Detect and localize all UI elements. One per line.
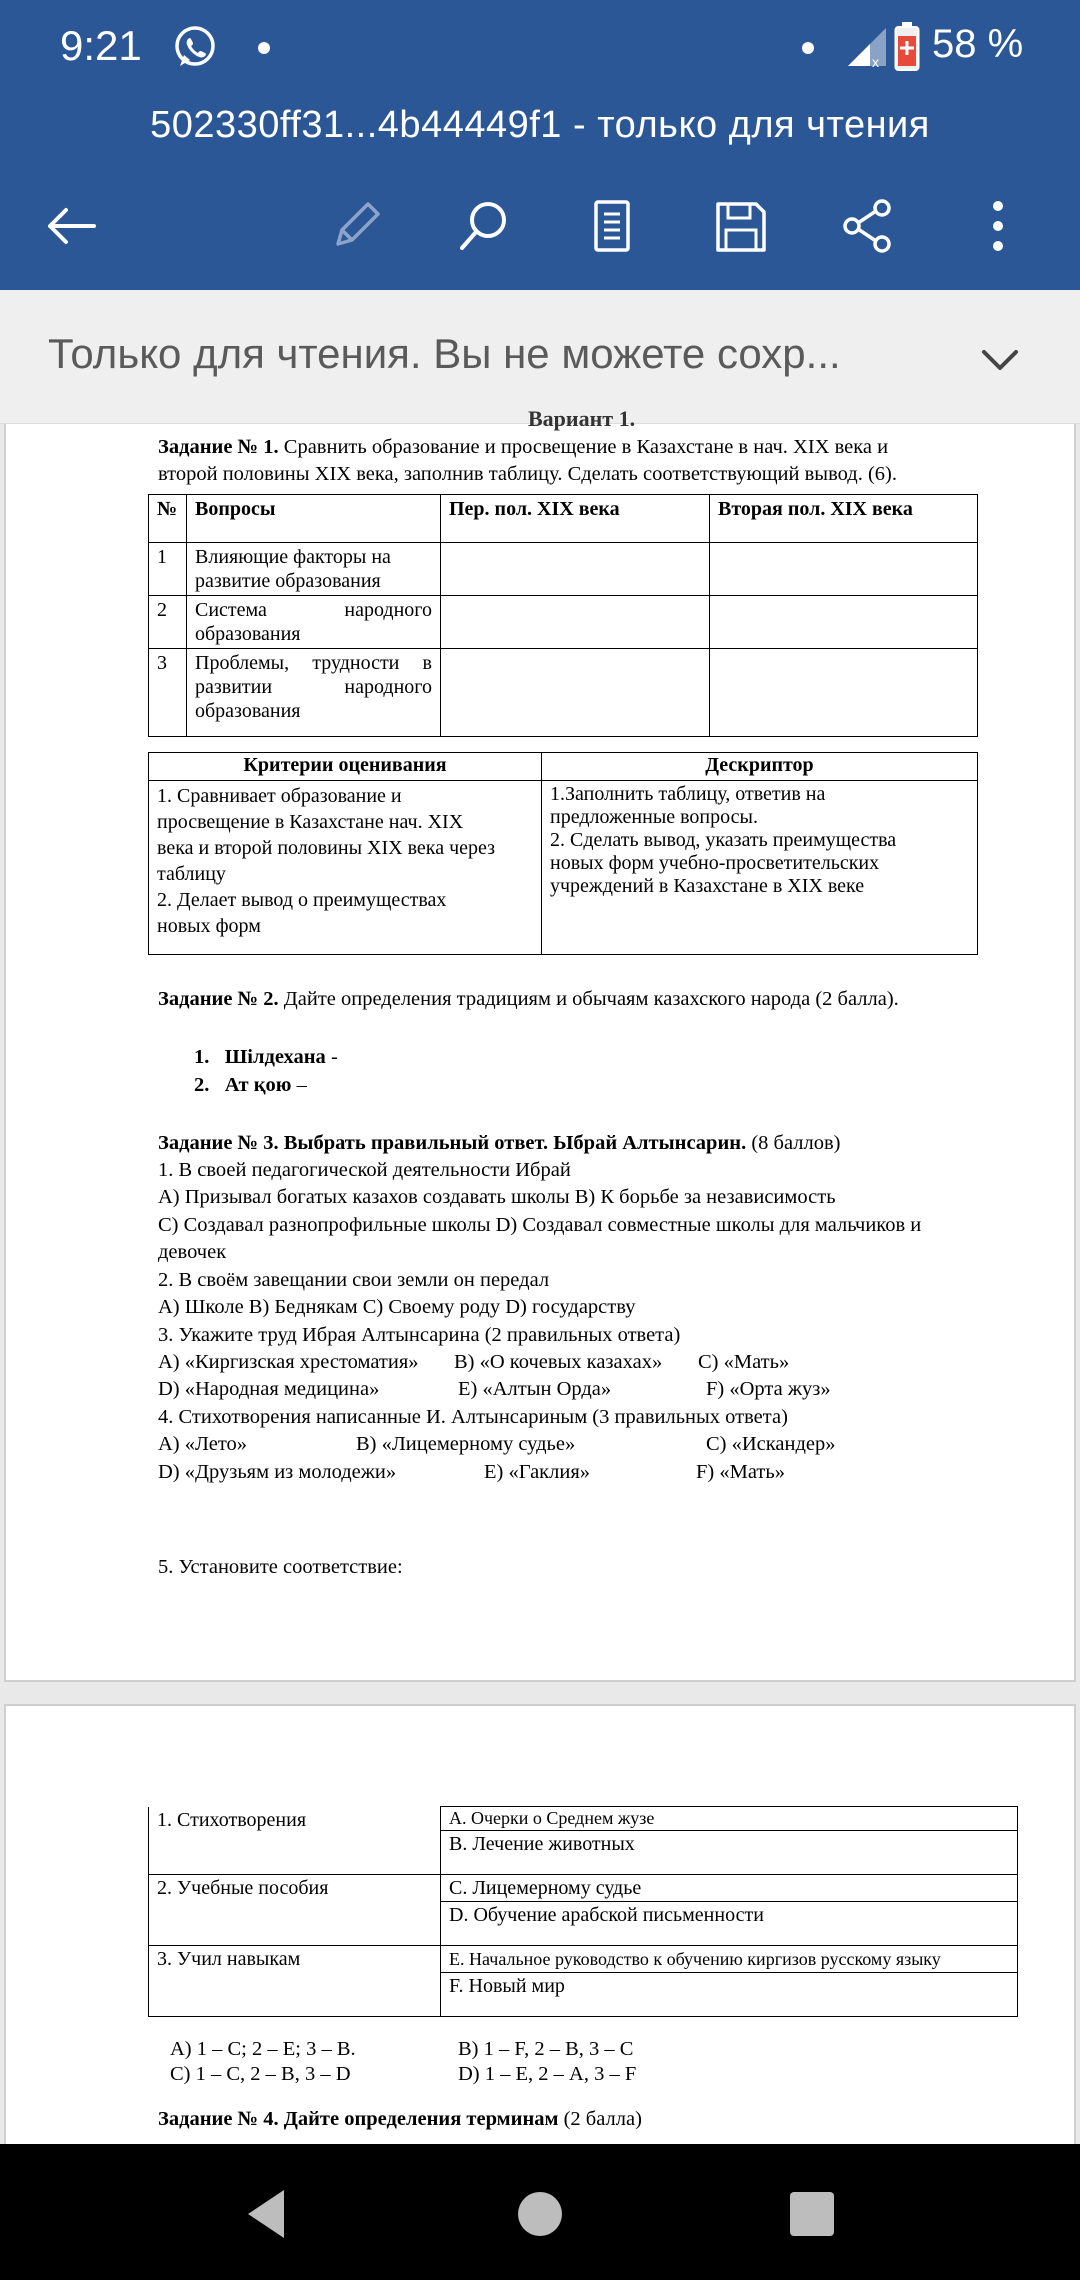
q4-option: F) «Мать»: [696, 1461, 785, 1483]
table-row: [149, 1946, 1018, 1973]
document-page-2[interactable]: [4, 1704, 1076, 2144]
battery-percent: 58 %: [932, 22, 1024, 66]
criteria-line: века и второй половины XIX века через: [157, 837, 496, 859]
q4-option: D) «Друзьям из молодежи»: [158, 1461, 397, 1483]
row-question: Система народного образования: [187, 596, 441, 649]
document-title: 502330ff31...4b44449f1 - только для чтения: [150, 104, 930, 146]
match-left: 3. Учил навыкам: [149, 1946, 441, 2017]
q3-option: С) «Мать»: [698, 1351, 790, 1373]
notification-dot-icon: [802, 42, 814, 54]
row-question: Проблемы, трудности в развитии народного образования: [187, 649, 441, 737]
cut-heading: Вариант 1.: [528, 406, 636, 431]
match-right: F. Новый мир: [441, 1973, 1018, 2017]
table-header: Дескриптор: [542, 753, 978, 781]
more-options-button[interactable]: [958, 186, 1038, 266]
criteria-line: новых форм: [157, 915, 261, 937]
reading-view-icon: [582, 196, 642, 256]
read-only-info-bar[interactable]: [0, 290, 1080, 424]
save-icon: [710, 196, 770, 256]
battery-icon: [894, 22, 920, 72]
q4-question: 4. Стихотворения написанные И. Алтынсариным (3 правильных ответа): [158, 1406, 788, 1428]
criteria-line: таблицу: [157, 863, 226, 885]
q4-option: А) «Лето»: [158, 1433, 248, 1455]
task2-item: 2. Ат қою –: [194, 1074, 307, 1096]
q4-option: С) «Искандер»: [706, 1433, 836, 1455]
answer-option: В) 1 – F, 2 – В, 3 – С: [458, 2038, 634, 2060]
document-page-1[interactable]: [4, 406, 1076, 1682]
whatsapp-icon: [172, 24, 218, 70]
status-bar: [0, 0, 1080, 96]
app-bar: [0, 96, 1080, 290]
task3-line: девочек: [158, 1241, 227, 1263]
table-header: Пер. пол. XIX века: [441, 495, 710, 543]
empty-cell: [441, 543, 710, 596]
clock: 9:21: [60, 22, 142, 69]
home-circle-icon[interactable]: [508, 2182, 572, 2246]
table-row: [149, 649, 978, 737]
table-header: Вопросы: [187, 495, 441, 543]
row-question: Влияющие факторы на развитие образования: [187, 543, 441, 596]
q3-option: F) «Орта жуз»: [706, 1378, 831, 1400]
matching-table: [148, 1806, 1018, 2017]
more-icon: [968, 196, 1028, 256]
match-right: Е. Начальное руководство к обучению киргизов русскому языку: [441, 1946, 1018, 1973]
descriptor-line: 2. Сделать вывод, указать преимущества: [550, 829, 897, 851]
answer-option: С) 1 – С, 2 – В, 3 – D: [170, 2063, 351, 2085]
descriptor-line: предложенные вопросы.: [550, 806, 758, 828]
empty-cell: [441, 596, 710, 649]
share-icon: [838, 196, 898, 256]
task2-heading: Задание № 2. Дайте определения традициям и обычаям казахского народа (2 балла).: [158, 988, 899, 1010]
table-row: [149, 1875, 1018, 1902]
search-icon: [454, 196, 514, 256]
svg-text:x: x: [872, 54, 879, 70]
empty-cell: [441, 649, 710, 737]
task3-line: А) Призывал богатых казахов создавать школы В) К борьбе за независимость: [158, 1186, 836, 1208]
search-button[interactable]: [444, 186, 524, 266]
q3-option: А) «Киргизская хрестоматия»: [158, 1351, 419, 1373]
task1-line-1: Задание № 1. Сравнить образование и просвещение в Казахстане в нач. XIX века и: [158, 436, 889, 458]
table-row: [149, 543, 978, 596]
criteria-line: просвещение в Казахстане нач. XIX: [157, 811, 464, 833]
descriptor-line: 1.Заполнить таблицу, ответив на: [550, 783, 826, 805]
chevron-down-icon[interactable]: [976, 336, 1024, 384]
task3-line: 2. В своём завещании свои земли он передал: [158, 1269, 550, 1291]
table-header: Критерии оценивания: [149, 753, 542, 781]
empty-cell: [710, 543, 978, 596]
table-header: №: [149, 495, 187, 543]
answer-option: А) 1 – С; 2 – Е; 3 – В.: [170, 2038, 356, 2060]
match-right: А. Очерки о Среднем жузе: [441, 1807, 1018, 1831]
system-nav-bar: [0, 2144, 1080, 2280]
q4-option: В) «Лицемерному судье»: [356, 1433, 576, 1455]
empty-cell: [710, 649, 978, 737]
recents-square-icon[interactable]: [780, 2182, 844, 2246]
descriptor-cell: [542, 781, 978, 955]
criteria-table: [148, 752, 978, 955]
match-right: С. Лицемерному судье: [441, 1875, 1018, 1902]
criteria-line: 2. Делает вывод о преимуществах: [157, 889, 447, 911]
reading-view-button[interactable]: [572, 186, 652, 266]
q3-option: Е) «Алтын Орда»: [458, 1378, 612, 1400]
descriptor-line: новых форм учебно-просветительских: [550, 852, 880, 874]
edit-button[interactable]: [316, 186, 396, 266]
match-left: 1. Стихотворения: [149, 1807, 441, 1875]
back-triangle-icon[interactable]: [236, 2182, 300, 2246]
save-button[interactable]: [700, 186, 780, 266]
task2-item: 1. Шілдехана -: [194, 1046, 338, 1068]
criteria-cell: [149, 781, 542, 955]
criteria-line: 1. Сравнивает образование и: [157, 785, 402, 807]
share-button[interactable]: [828, 186, 908, 266]
task1-line-2: второй половины XIX века, заполнив таблицу. Сделать соответствующий вывод. (6).: [158, 463, 897, 485]
read-only-message: Только для чтения. Вы не можете сохр...: [48, 330, 841, 377]
notification-dot-icon: [258, 42, 270, 54]
task3-line: С) Создавал разнопрофильные школы D) Создавал совместные школы для мальчиков и: [158, 1214, 922, 1236]
task3-heading: Задание № 3. Выбрать правильный ответ. Ыбрай Алтынсарин. (8 баллов): [158, 1132, 841, 1154]
back-button[interactable]: [30, 186, 110, 266]
task4-heading: Задание № 4. Дайте определения терминам (2 балла): [158, 2108, 642, 2130]
match-right: В. Лечение животных: [441, 1831, 1018, 1875]
q3-option: D) «Народная медицина»: [158, 1378, 380, 1400]
empty-cell: [710, 596, 978, 649]
q5-question: 5. Установите соответствие:: [158, 1556, 403, 1578]
answer-option: D) 1 – Е, 2 – А, 3 – F: [458, 2063, 637, 2085]
q3-option: В) «О кочевых казахах»: [454, 1351, 663, 1373]
task3-line: А) Школе В) Беднякам С) Своему роду D) государству: [158, 1296, 636, 1318]
task3-line: 3. Укажите труд Ибрая Алтынсарина (2 правильных ответа): [158, 1324, 681, 1346]
match-left: 2. Учебные пособия: [149, 1875, 441, 1946]
edit-icon: [326, 196, 386, 256]
row-number: 2: [149, 596, 187, 649]
signal-icon: [846, 26, 888, 68]
descriptor-line: учреждений в Казахстане в XIX веке: [550, 875, 865, 897]
back-icon: [40, 196, 100, 256]
row-number: 3: [149, 649, 187, 737]
q4-option: Е) «Гаклия»: [484, 1461, 591, 1483]
table-row: [149, 1807, 1018, 1831]
table-header: Вторая пол. XIX века: [710, 495, 978, 543]
row-number: 1: [149, 543, 187, 596]
comparison-table: [148, 494, 978, 737]
match-right: D. Обучение арабской письменности: [441, 1902, 1018, 1946]
table-row: [149, 596, 978, 649]
task3-line: 1. В своей педагогической деятельности Ибрай: [158, 1159, 571, 1181]
